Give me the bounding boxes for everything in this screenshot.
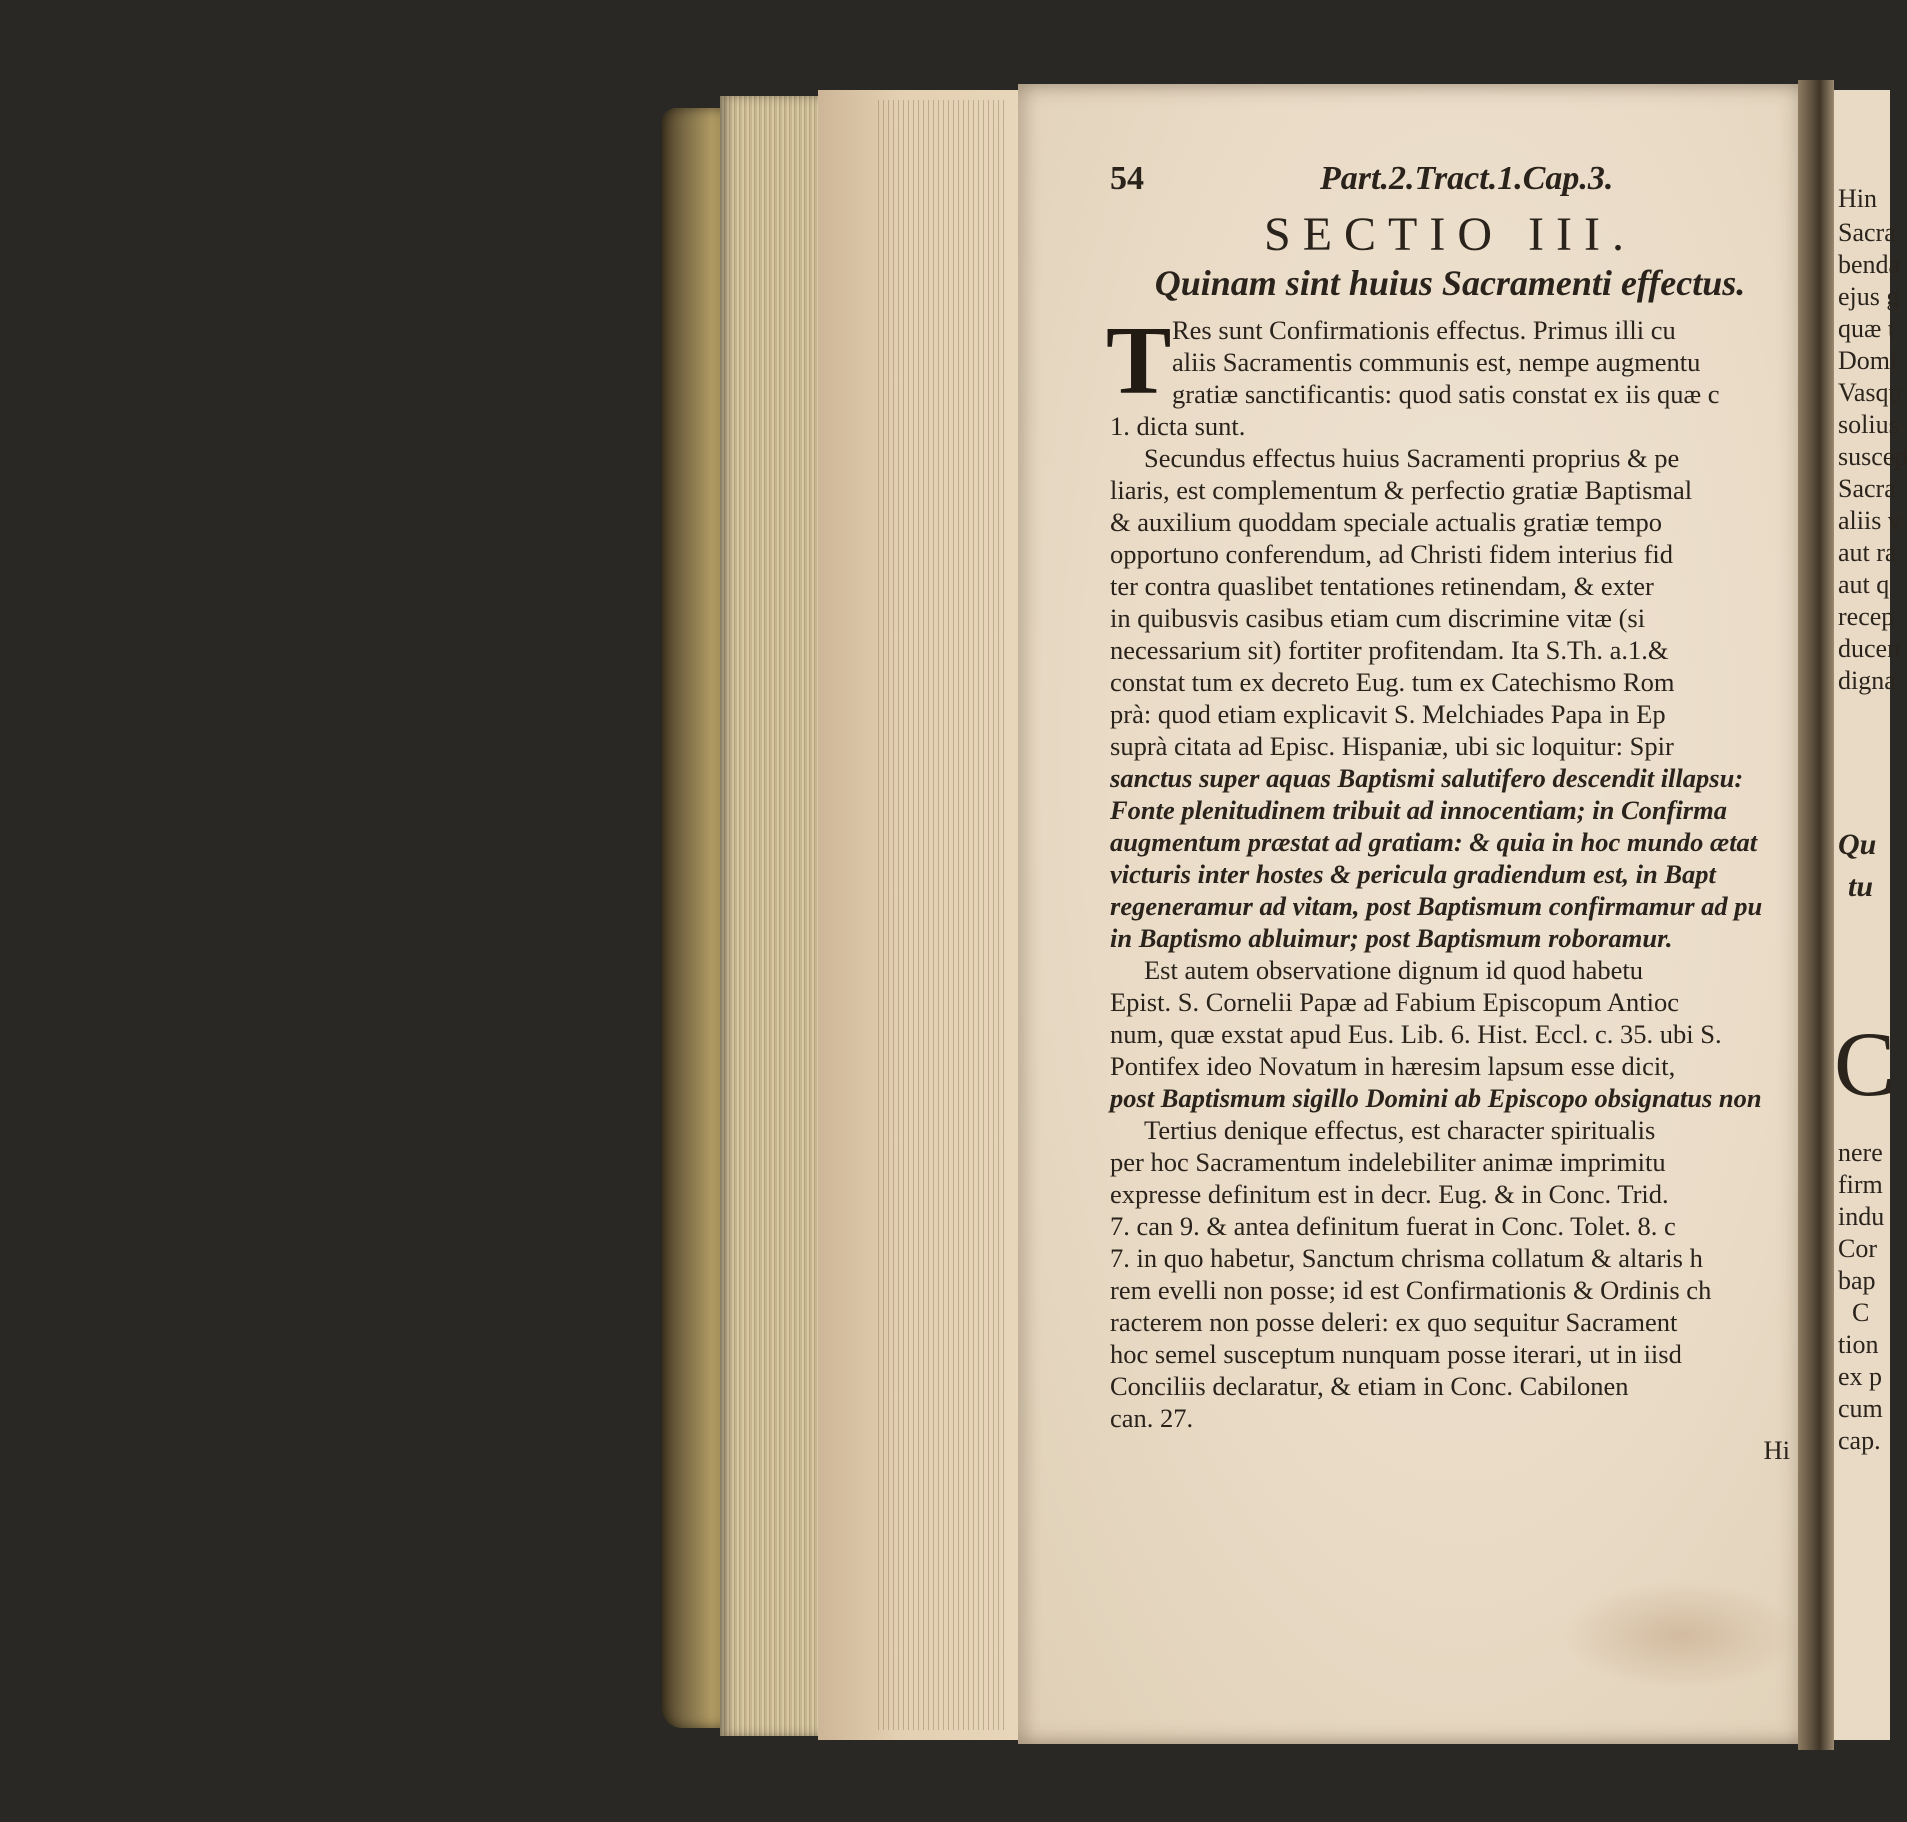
facing-line: ex p xyxy=(1838,1362,1883,1391)
text-line: Secundus effectus huius Sacramenti proprius & pe xyxy=(1144,443,1680,474)
running-head: Part.2.Tract.1.Cap.3. xyxy=(1320,160,1614,197)
text-line: hoc semel susceptum nunquam posse iterari, ut in iisd xyxy=(1110,1339,1682,1370)
page-header xyxy=(1110,160,1790,200)
text-line: & auxilium quoddam speciale actualis gratiæ tempo xyxy=(1110,507,1662,538)
text-line: prà: quod etiam explicavit S. Melchiades Papa in Ep xyxy=(1110,699,1666,730)
italic-line: sanctus super aquas Baptismi salutifero descendit illapsu: xyxy=(1110,763,1744,794)
facing-line: benda xyxy=(1838,250,1901,279)
facing-heading: tu xyxy=(1848,870,1874,903)
text-line: rem evelli non posse; id est Confirmationis & Ordinis ch xyxy=(1110,1275,1712,1306)
facing-line: cap. xyxy=(1838,1426,1881,1455)
facing-line: digna xyxy=(1838,666,1896,695)
facing-line: quæ t xyxy=(1838,314,1896,343)
facing-line: Hin xyxy=(1838,184,1877,213)
text-line: 7. in quo habetur, Sanctum chrisma collatum & altaris h xyxy=(1110,1243,1703,1274)
italic-line: Fonte plenitudinem tribuit ad innocentiam; in Confirma xyxy=(1110,795,1727,826)
text-line: Est autem observatione dignum id quod habetu xyxy=(1144,955,1643,986)
facing-line: aut q xyxy=(1838,570,1890,599)
italic-line: post Baptismum sigillo Domini ab Episcopo obsignatus non xyxy=(1110,1083,1762,1114)
text-line: opportuno conferendum, ad Christi fidem interius fid xyxy=(1110,539,1674,570)
text-line: num, quæ exstat apud Eus. Lib. 6. Hist. Eccl. c. 35. ubi S. xyxy=(1110,1019,1722,1050)
facing-page xyxy=(1834,90,1907,1740)
italic-line: regeneramur ad vitam, post Baptismum confirmamur ad pu xyxy=(1110,891,1763,922)
facing-line: suscep xyxy=(1838,442,1907,471)
paragraph xyxy=(1110,442,1790,954)
text-line: liaris, est complementum & perfectio gratiæ Baptismal xyxy=(1110,475,1693,506)
facing-line: bap xyxy=(1838,1266,1876,1295)
text-line: constat tum ex decreto Eug. tum ex Catechismo Rom xyxy=(1110,667,1675,698)
facing-line: recep xyxy=(1838,602,1895,631)
page-stack xyxy=(818,90,1018,1740)
facing-line: cum xyxy=(1838,1394,1883,1423)
text-line: racterem non posse deleri: ex quo sequitur Sacrament xyxy=(1110,1307,1678,1338)
italic-line: augmentum præstat ad gratiam: & quia in hoc mundo ætat xyxy=(1110,827,1758,858)
catchword: Hi xyxy=(1763,1435,1790,1466)
text-line: ter contra quaslibet tentationes retinendam, & exter xyxy=(1110,571,1654,602)
text-line: expresse definitum est in decr. Eug. & in Conc. Trid. xyxy=(1110,1179,1669,1210)
text-line: Pontifex ideo Novatum in hæresim lapsum esse dicit, xyxy=(1110,1051,1676,1082)
facing-dropcap: C xyxy=(1834,1013,1896,1115)
text-line: Tertius denique effectus, est character spiritualis xyxy=(1144,1115,1656,1146)
facing-line: ducen xyxy=(1838,634,1901,663)
facing-line: C xyxy=(1852,1298,1870,1327)
facing-heading: Qu xyxy=(1838,828,1877,861)
italic-line: victuris inter hostes & pericula gradiendum est, in Bapt xyxy=(1110,859,1716,890)
facing-line: Vasqu xyxy=(1838,378,1902,407)
page-number: 54 xyxy=(1110,160,1144,197)
text-line: suprà citata ad Episc. Hispaniæ, ubi sic loquitur: Spir xyxy=(1110,731,1674,762)
facing-line: Sacra xyxy=(1838,218,1896,247)
facing-line: Cor xyxy=(1838,1234,1877,1263)
water-stain xyxy=(1560,1580,1800,1690)
section-title: SECTIO III. xyxy=(1264,208,1636,261)
facing-line: ejus g xyxy=(1838,282,1900,311)
text-line: 7. can 9. & antea definitum fuerat in Conc. Tolet. 8. c xyxy=(1110,1211,1676,1242)
text-line: 1. dicta sunt. xyxy=(1110,411,1246,442)
facing-line: nere xyxy=(1838,1138,1883,1167)
drop-cap: T xyxy=(1106,307,1172,416)
facing-line: solius xyxy=(1838,410,1899,439)
text-line: Conciliis declaratur, & etiam in Conc. Cabilonen xyxy=(1110,1371,1629,1402)
text-line: Epist. S. Cornelii Papæ ad Fabium Episcopum Antioc xyxy=(1110,987,1679,1018)
paragraph xyxy=(1106,307,1790,442)
page-text xyxy=(1106,160,1790,1466)
text-line: necessarium sit) fortiter profitendam. Ita S.Th. a.1.& xyxy=(1110,635,1669,666)
facing-line: Sacra xyxy=(1838,474,1896,503)
text-line: per hoc Sacramentum indelebiliter animæ imprimitu xyxy=(1110,1147,1666,1178)
text-line: in quibusvis casibus etiam cum discrimine vitæ (si xyxy=(1110,603,1646,634)
paragraph xyxy=(1110,1114,1790,1466)
text-line: aliis Sacramentis communis est, nempe augmentu xyxy=(1172,347,1701,378)
section-subtitle: Quinam sint huius Sacramenti effectus. xyxy=(1154,263,1746,304)
facing-line: aliis v xyxy=(1838,506,1901,535)
italic-line: in Baptismo abluimur; post Baptismum roboramur. xyxy=(1110,923,1673,954)
facing-line: indu xyxy=(1838,1202,1885,1231)
facing-line: aut ra xyxy=(1838,538,1897,567)
facing-line: firm xyxy=(1838,1170,1883,1199)
facing-line: tion xyxy=(1838,1330,1879,1359)
text-line: gratiæ sanctificantis: quod satis constat ex iis quæ c xyxy=(1172,379,1720,410)
text-line: Res sunt Confirmationis effectus. Primus illi cu xyxy=(1172,315,1676,346)
book-gutter xyxy=(1798,80,1834,1750)
facing-line: Domi xyxy=(1838,346,1898,375)
text-line: can. 27. xyxy=(1110,1403,1194,1434)
paragraph xyxy=(1110,954,1790,1114)
page-edges xyxy=(720,96,830,1736)
